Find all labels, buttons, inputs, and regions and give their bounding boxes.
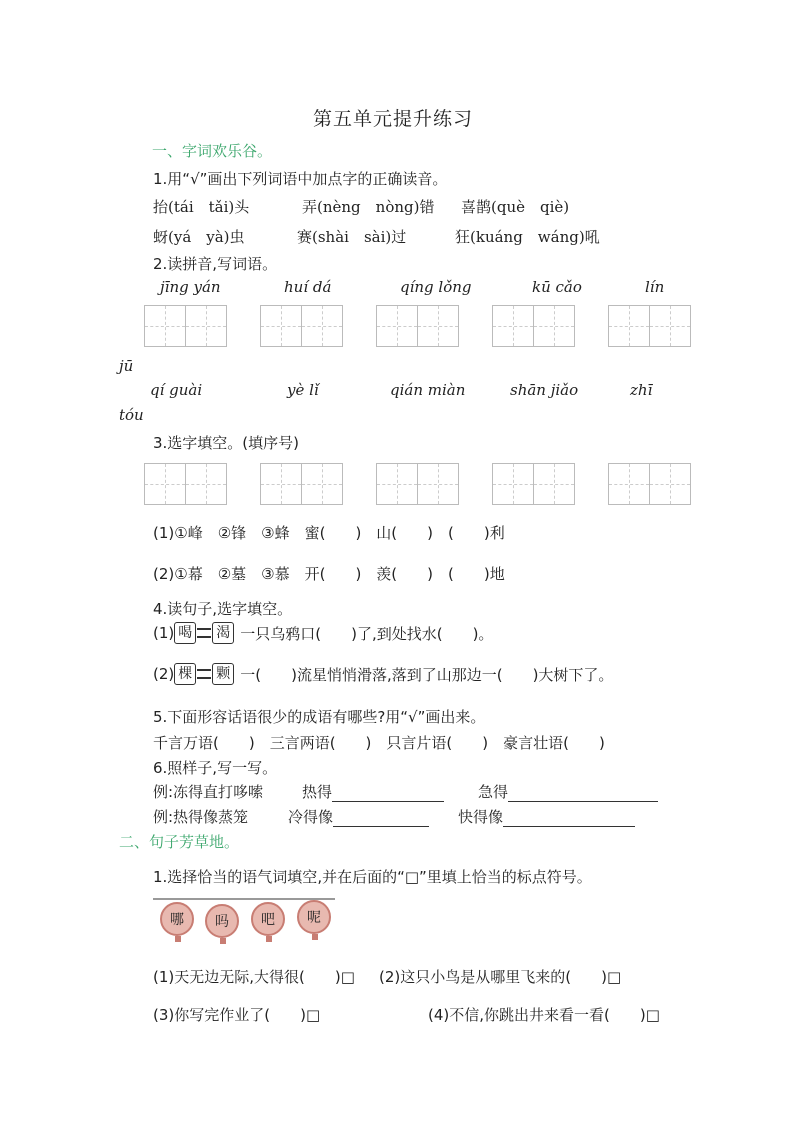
fill-prefix (458, 806, 635, 827)
section-heading: 一、字词欢乐谷。 (152, 142, 273, 160)
pinyin-label: kū cǎo (532, 278, 582, 296)
pinyin-label: shān jiǎo (510, 381, 579, 399)
pinyin-label: lín (645, 278, 665, 296)
equals-icon (197, 628, 211, 638)
answer-line[interactable] (503, 810, 635, 827)
character-choice (174, 622, 234, 644)
question-prompt: 1.选择恰当的语气词填空,并在后面的“□”里填上恰当的标点符号。 (153, 868, 592, 886)
writing-grid[interactable] (376, 463, 459, 505)
pinyin-label: qí guài (150, 381, 203, 399)
example-text: 例:热得像蒸笼 (153, 808, 249, 826)
writing-grid[interactable] (492, 305, 575, 347)
lantern-string (153, 898, 335, 900)
pinyin-choice: 狂(kuáng wáng)吼 (455, 228, 600, 246)
question-prompt: 1.用“√”画出下列词语中加点字的正确读音。 (153, 170, 448, 188)
idiom-options: 千言万语( ) 三言两语( ) 只言片语( ) 豪言壮语( ) (153, 734, 605, 752)
fill-in-line: (3)你写完作业了( )□ (153, 1006, 321, 1024)
answer-line[interactable] (333, 810, 429, 827)
pinyin-label: tóu (119, 406, 144, 424)
sentence-row (153, 663, 613, 685)
writing-grid[interactable] (376, 305, 459, 347)
writing-grid[interactable] (608, 305, 691, 347)
pinyin-label: yè lǐ (287, 381, 319, 399)
sentence-text: 一( )流星悄悄滑落,落到了山那边一( )大树下了。 (240, 665, 614, 684)
pinyin-label: qíng lǒng (400, 278, 472, 296)
choice-char: 颗 (212, 663, 234, 685)
sentence-row (153, 622, 493, 644)
fill-prefix (478, 781, 658, 802)
pinyin-choice: 抬(tái tǎi)头 (153, 198, 250, 216)
pinyin-choice: 赛(shài sài)过 (297, 228, 407, 246)
lantern-word: 吗 (205, 904, 239, 938)
question-prompt: 3.选字填空。(填序号) (153, 434, 300, 452)
section-heading: 二、句子芳草地。 (119, 833, 240, 851)
question-prompt: 5.下面形容话语很少的成语有哪些?用“√”画出来。 (153, 708, 486, 726)
writing-grid[interactable] (260, 463, 343, 505)
sentence-text: 一只乌鸦口( )了,到处找水( )。 (240, 624, 494, 643)
lantern-word: 哪 (160, 902, 194, 936)
pinyin-label: jīng yán (160, 278, 221, 296)
fill-label: 快得像 (458, 808, 504, 826)
fill-prefix (302, 781, 444, 802)
writing-grid[interactable] (144, 305, 227, 347)
answer-line[interactable] (508, 785, 658, 802)
choice-char: 渴 (212, 622, 234, 644)
fill-label: 冷得像 (288, 808, 334, 826)
fill-in-line: (1)①峰 ②锋 ③蜂 蜜( ) 山( ) ( )利 (153, 524, 505, 542)
equals-icon (197, 669, 211, 679)
choice-char: 棵 (174, 663, 196, 685)
choice-char: 喝 (174, 622, 196, 644)
writing-grid[interactable] (144, 463, 227, 505)
pinyin-choice: 喜鹊(què qiè) (461, 198, 570, 216)
fill-prefix (288, 806, 429, 827)
answer-line[interactable] (332, 785, 444, 802)
writing-grid[interactable] (608, 463, 691, 505)
pinyin-label: huí dá (284, 278, 332, 296)
lantern-word: 呢 (297, 900, 331, 934)
pinyin-label: zhī (630, 381, 653, 399)
question-prompt: 6.照样子,写一写。 (153, 759, 278, 777)
lantern-word: 吧 (251, 902, 285, 936)
fill-in-line: (2)这只小鸟是从哪里飞来的( )□ (379, 968, 622, 986)
fill-in-line: (1)天无边无际,大得很( )□ (153, 968, 355, 986)
writing-grid[interactable] (260, 305, 343, 347)
fill-in-line: (4)不信,你跳出井来看一看( )□ (428, 1006, 660, 1024)
question-prompt: 2.读拼音,写词语。 (153, 255, 278, 273)
pinyin-choice: 弄(nèng nòng)错 (302, 198, 435, 216)
question-prompt: 4.读句子,选字填空。 (153, 600, 293, 618)
item-number: (2) (153, 665, 175, 683)
fill-label: 热得 (302, 783, 333, 801)
pinyin-label: jū (119, 357, 134, 375)
fill-label: 急得 (478, 783, 509, 801)
pinyin-label: qián miàn (390, 381, 466, 399)
fill-in-line: (2)①幕 ②墓 ③慕 开( ) 羡( ) ( )地 (153, 565, 505, 583)
character-choice (174, 663, 234, 685)
page-title: 第五单元提升练习 (313, 108, 474, 130)
writing-grid[interactable] (492, 463, 575, 505)
item-number: (1) (153, 624, 175, 642)
pinyin-choice: 蚜(yá yà)虫 (153, 228, 245, 246)
example-text: 例:冻得直打哆嗦 (153, 783, 264, 801)
